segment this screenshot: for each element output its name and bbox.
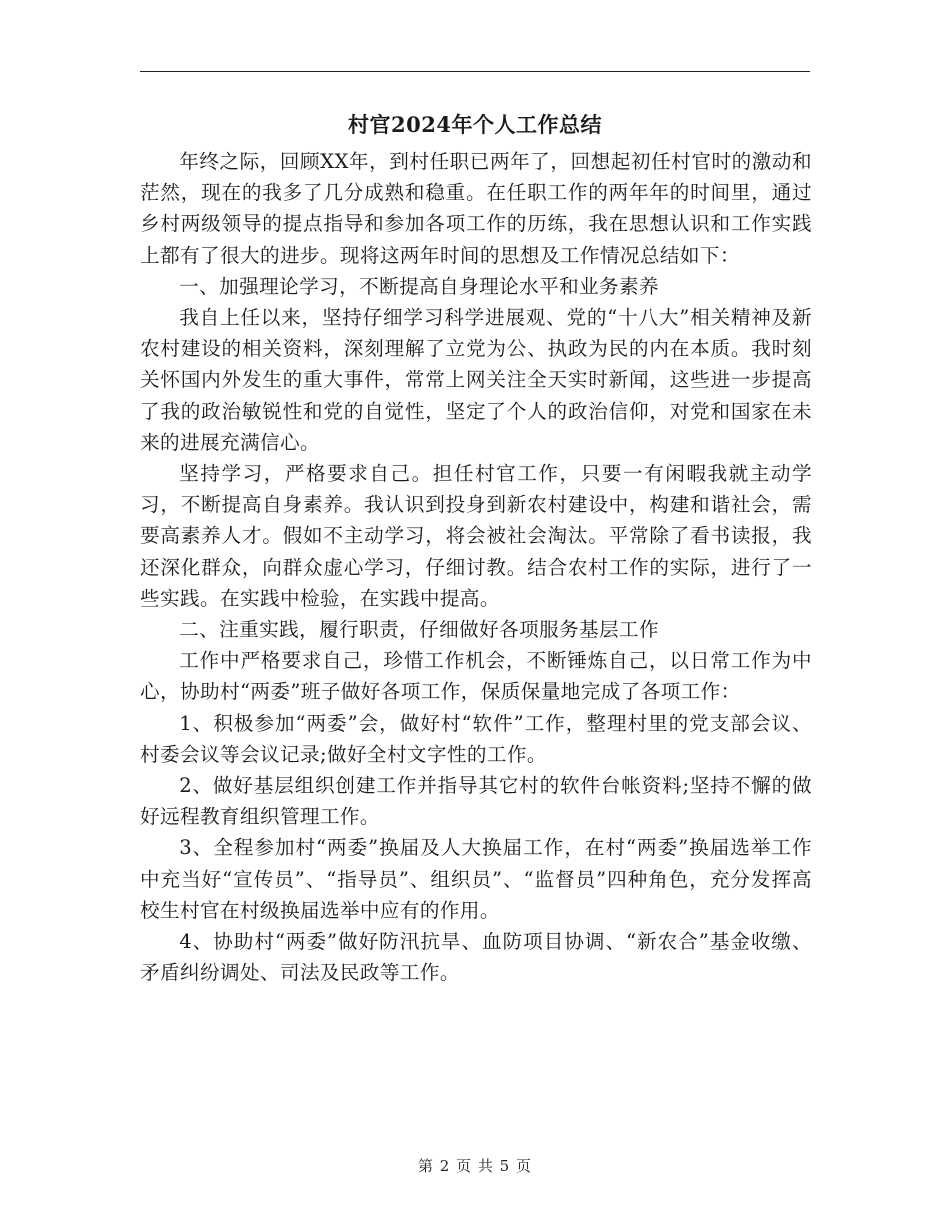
document-body	[140, 146, 812, 988]
paragraph: 工作中严格要求自己，珍惜工作机会，不断锤炼自己，以日常工作为中心，协助村“两委”班子做好各项工作，保质保量地完成了各项工作：	[140, 649, 812, 704]
list-item: 3、全程参加村“两委”换届及人大换届工作，在村“两委”换届选举工作中充当好“宣传员”、“指导员”、组织员”、“监督员”四种角色，充分发挥高校生村官在村级换届选举中应有的作用。	[140, 836, 812, 922]
document-title: 村官2024年个人工作总结	[348, 112, 602, 137]
paragraph: 坚持学习，严格要求自己。担任村官工作，只要一有闲暇我就主动学习，不断提高自身素养。我认识到投身到新农村建设中，构建和谐社会，需要高素养人才。假如不主动学习，将会被社会淘汰。平常除了看书读报，我还深化群众，向群众虚心学习，仔细讨教。结合农村工作的实际，进行了一些实践。在实践中检验，在实践中提高。	[140, 462, 812, 610]
list-item: 2、做好基层组织创建工作并指导其它村的软件台帐资料;坚持不懈的做好远程教育组织管理工作。	[140, 774, 812, 829]
page-number: 第 2 页 共 5 页	[418, 1157, 532, 1175]
paragraph: 我自上任以来，坚持仔细学习科学进展观、党的“十八大”相关精神及新农村建设的相关资料，深刻理解了立党为公、执政为民的内在本质。我时刻关怀国内外发生的重大事件，常常上网关注全天实时新闻，这些进一步提高了我的政治敏锐性和党的自觉性，坚定了个人的政治信仰，对党和国家在未来的进展充满信心。	[140, 306, 812, 454]
paragraph-intro: 年终之际，回顾XX年，到村任职已两年了，回想起初任村官时的激动和茫然，现在的我多了几分成熟和稳重。在任职工作的两年年的时间里，通过乡村两级领导的提点指导和参加各项工作的历练，我在思想认识和工作实践上都有了很大的进步。现将这两年时间的思想及工作情况总结如下：	[140, 150, 812, 267]
header-rule	[140, 71, 810, 72]
section-heading-2: 二、注重实践，履行职责，仔细做好各项服务基层工作	[179, 618, 660, 642]
list-item: 1、积极参加“两委”会，做好村“软件”工作，整理村里的党支部会议、村委会议等会议记录;做好全村文字性的工作。	[140, 711, 812, 766]
list-item: 4、协助村“两委”做好防汛抗旱、血防项目协调、“新农合”基金收缴、矛盾纠纷调处、司法及民政等工作。	[140, 930, 812, 985]
section-heading-1: 一、加强理论学习，不断提高自身理论水平和业务素养	[179, 274, 660, 298]
